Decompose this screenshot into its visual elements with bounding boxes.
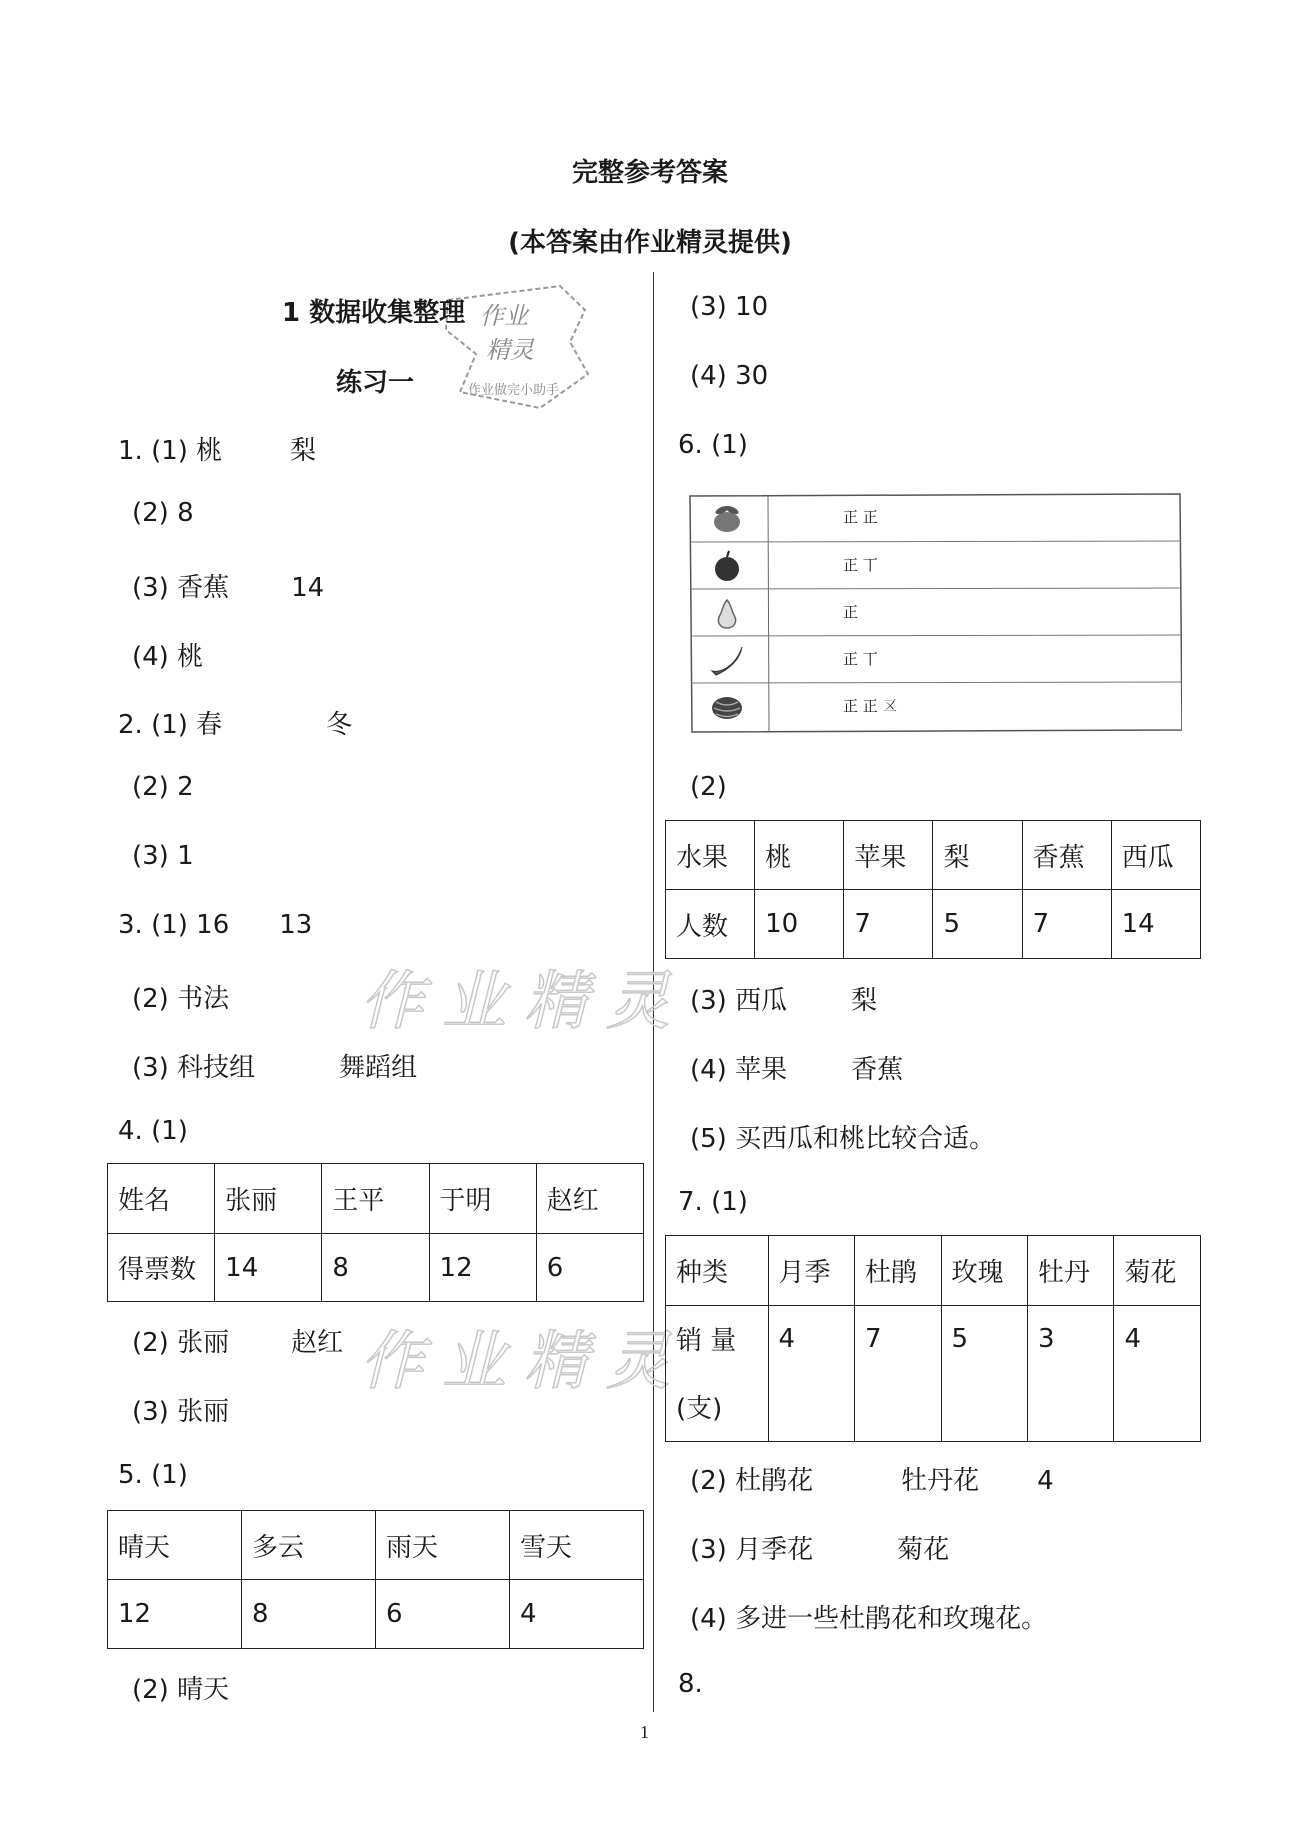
q1-part4: (4) 桃 xyxy=(132,642,204,672)
table-cell: 6 xyxy=(536,1234,643,1302)
q6-answer-c2: 梨 xyxy=(851,986,878,1016)
tally-marks: 正 丅 xyxy=(843,556,878,574)
table-cell: 14 xyxy=(215,1234,322,1302)
table-cell: 香蕉 xyxy=(1022,821,1111,890)
exercise-heading: 练习一 xyxy=(336,368,415,398)
q8-label: 8. xyxy=(678,1669,703,1699)
q4-part3: (3) 张丽 xyxy=(132,1397,230,1427)
q6-part3 xyxy=(690,980,877,1017)
table-cell: 10 xyxy=(755,890,844,959)
table-cell: 4 xyxy=(509,1580,643,1649)
pear-icon xyxy=(710,596,744,630)
tally-marks: 正 xyxy=(843,603,859,621)
tally-marks: 正 正 𠄡 xyxy=(843,697,898,715)
table-cell: 人数 xyxy=(666,890,755,959)
table-row xyxy=(108,1164,644,1234)
q3-part3 xyxy=(132,1047,417,1084)
tally-row-banana xyxy=(688,636,1182,684)
tally-chart xyxy=(688,492,1182,734)
q3-answer-a: 3. (1) 16 xyxy=(118,910,230,940)
tally-marks: 正 丅 xyxy=(843,650,878,668)
table-cell: 桃 xyxy=(755,821,844,890)
table-cell: 姓名 xyxy=(108,1164,215,1234)
page-subtitle: (本答案由作业精灵提供) xyxy=(508,228,792,258)
table-cell: 5 xyxy=(933,890,1022,959)
table-cell xyxy=(666,1306,769,1442)
q6-part1: 6. (1) xyxy=(678,430,748,460)
q5-table xyxy=(107,1510,644,1649)
q7-answer-c2: 菊花 xyxy=(897,1535,950,1565)
q7-part3 xyxy=(690,1529,949,1566)
tally-row-watermelon xyxy=(688,683,1182,731)
table-cell: 杜鹃 xyxy=(855,1236,941,1306)
q6-part4 xyxy=(690,1049,903,1086)
q3-answer-c2: 舞蹈组 xyxy=(339,1053,418,1083)
table-row xyxy=(666,1306,1201,1442)
q4-table xyxy=(107,1163,644,1302)
tally-row-peach xyxy=(688,494,1182,542)
table-cell: 3 xyxy=(1027,1306,1113,1442)
q6-answer-d: (4) 苹果 xyxy=(690,1055,788,1085)
stamp-line3: 作业做完小助手 xyxy=(468,383,560,398)
table-cell: 4 xyxy=(1114,1306,1201,1442)
table-cell: 6 xyxy=(376,1580,510,1649)
table-cell: 8 xyxy=(242,1580,376,1649)
q5-part4: (4) 30 xyxy=(690,361,769,391)
table-cell: 赵红 xyxy=(536,1164,643,1234)
table-cell: 于明 xyxy=(429,1164,536,1234)
q1-answer-a: 1. (1) 桃 xyxy=(118,436,223,466)
q1-answer-c2: 14 xyxy=(291,573,325,603)
tally-row-apple xyxy=(688,542,1182,590)
table-cell: 种类 xyxy=(666,1236,769,1306)
q2-part3: (3) 1 xyxy=(132,841,194,871)
table-cell: 雨天 xyxy=(376,1511,510,1580)
sales-unit: (支) xyxy=(676,1394,723,1424)
table-cell: 水果 xyxy=(666,821,755,890)
q1-part1 xyxy=(118,430,316,467)
stamp-line1: 作业 xyxy=(480,302,528,330)
table-cell: 玫瑰 xyxy=(941,1236,1027,1306)
q7-part2 xyxy=(690,1460,1054,1497)
table-row xyxy=(108,1511,644,1580)
q7-answer-b: (2) 杜鹃花 xyxy=(690,1466,814,1496)
table-cell: 多云 xyxy=(242,1511,376,1580)
watermark-1: 作业精灵 xyxy=(360,965,688,1039)
table-cell: 苹果 xyxy=(844,821,933,890)
stamp-line2: 精灵 xyxy=(486,336,534,364)
table-cell: 7 xyxy=(1022,890,1111,959)
q1-part2: (2) 8 xyxy=(132,498,194,528)
table-row xyxy=(108,1580,644,1649)
table-cell: 牡丹 xyxy=(1027,1236,1113,1306)
sales-label: 销 量 xyxy=(676,1326,737,1356)
table-cell: 月季 xyxy=(768,1236,854,1306)
table-cell: 12 xyxy=(108,1580,242,1649)
q1-part3 xyxy=(132,567,324,604)
table-row xyxy=(666,821,1201,890)
q5-part1: 5. (1) xyxy=(118,1460,188,1490)
table-cell: 14 xyxy=(1111,890,1200,959)
q4-part2 xyxy=(132,1322,343,1359)
table-cell: 菊花 xyxy=(1114,1236,1201,1306)
q5-part3: (3) 10 xyxy=(690,292,769,322)
q2-answer-a: 2. (1) 春 xyxy=(118,710,223,740)
q1-answer-c: (3) 香蕉 xyxy=(132,573,230,603)
page-number: 1 xyxy=(640,1722,649,1742)
table-cell: 西瓜 xyxy=(1111,821,1200,890)
q3-part1 xyxy=(118,910,312,940)
q4-answer-b: (2) 张丽 xyxy=(132,1328,230,1358)
table-row xyxy=(108,1234,644,1302)
table-cell: 7 xyxy=(855,1306,941,1442)
table-row xyxy=(666,890,1201,959)
q7-answer-c: (3) 月季花 xyxy=(690,1535,814,1565)
q7-table xyxy=(665,1235,1201,1442)
q3-answer-a2: 13 xyxy=(279,910,313,940)
table-cell: 梨 xyxy=(933,821,1022,890)
table-cell: 12 xyxy=(429,1234,536,1302)
table-cell: 王平 xyxy=(322,1164,429,1234)
page-title: 完整参考答案 xyxy=(571,158,728,188)
chapter-heading: 1 数据收集整理 xyxy=(282,298,466,328)
table-cell: 4 xyxy=(768,1306,854,1442)
peach-icon xyxy=(710,501,744,535)
q3-part2: (2) 书法 xyxy=(132,984,230,1014)
apple-icon xyxy=(710,549,744,583)
q7-part1: 7. (1) xyxy=(678,1187,748,1217)
q7-part4: (4) 多进一些杜鹃花和玫瑰花。 xyxy=(690,1604,1048,1634)
watermelon-icon xyxy=(710,690,744,724)
q2-answer-a2: 冬 xyxy=(326,710,353,740)
q2-part1 xyxy=(118,704,352,741)
watermark-2: 作业精灵 xyxy=(360,1325,688,1399)
q6-table xyxy=(665,820,1201,959)
tally-marks: 正 正 xyxy=(843,508,878,526)
table-cell: 8 xyxy=(322,1234,429,1302)
q5-part2: (2) 晴天 xyxy=(132,1675,230,1705)
banana-icon xyxy=(710,643,744,677)
q6-part2: (2) xyxy=(690,772,727,802)
table-cell: 张丽 xyxy=(215,1164,322,1234)
table-cell: 得票数 xyxy=(108,1234,215,1302)
q6-answer-c: (3) 西瓜 xyxy=(690,986,788,1016)
table-row xyxy=(666,1236,1201,1306)
q6-part5: (5) 买西瓜和桃比较合适。 xyxy=(690,1124,996,1154)
q3-answer-c: (3) 科技组 xyxy=(132,1053,256,1083)
table-cell: 7 xyxy=(844,890,933,959)
tally-row-pear xyxy=(688,589,1182,637)
q6-answer-d2: 香蕉 xyxy=(851,1055,904,1085)
q2-part2: (2) 2 xyxy=(132,772,194,802)
table-cell: 晴天 xyxy=(108,1511,242,1580)
table-cell: 雪天 xyxy=(509,1511,643,1580)
table-cell: 5 xyxy=(941,1306,1027,1442)
q7-answer-b3: 4 xyxy=(1037,1466,1054,1496)
q7-answer-b2: 牡丹花 xyxy=(901,1466,980,1496)
q1-answer-a2: 梨 xyxy=(290,436,317,466)
q4-answer-b2: 赵红 xyxy=(291,1328,344,1358)
q4-part1: 4. (1) xyxy=(118,1116,188,1146)
